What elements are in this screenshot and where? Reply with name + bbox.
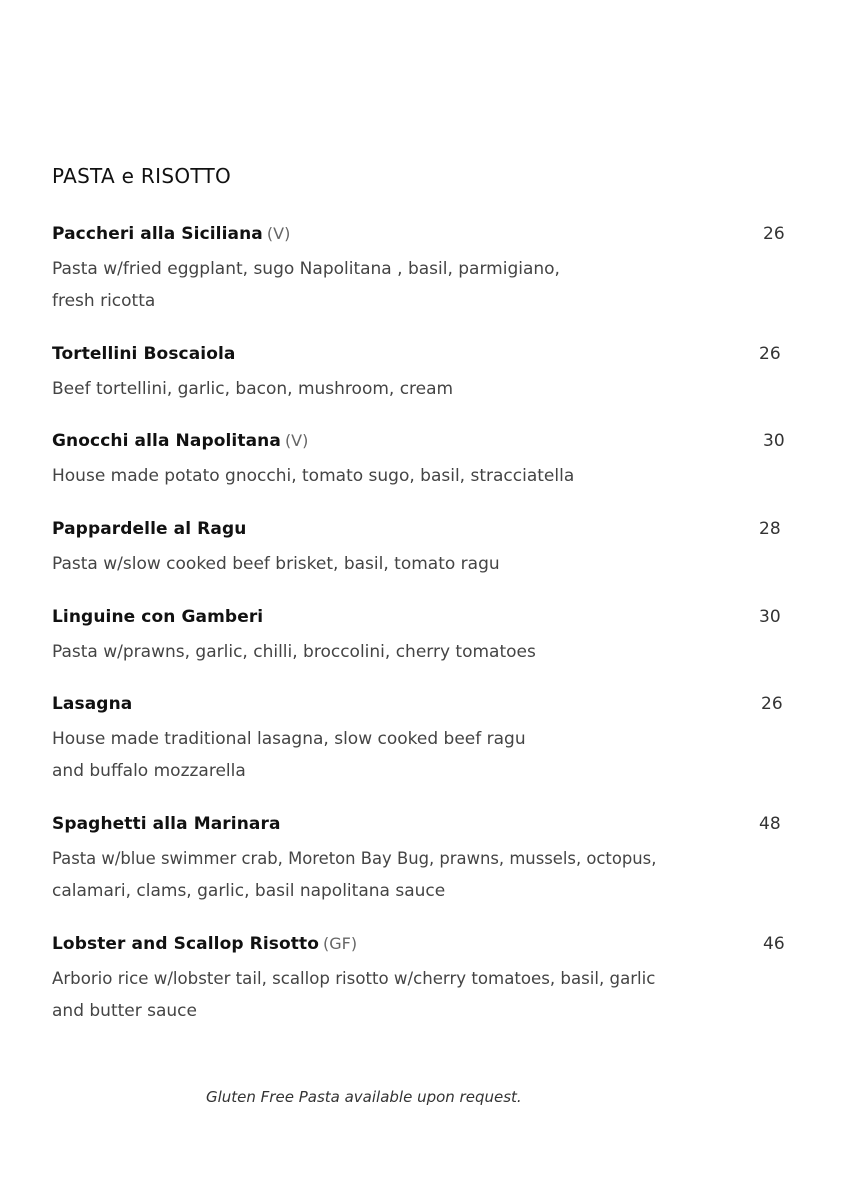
section-title: PASTA e RISOTTO xyxy=(52,164,232,188)
menu-item-name: Lobster and Scallop Risotto xyxy=(52,934,319,954)
menu-item-description xyxy=(52,460,792,492)
description-line: Pasta w/blue swimmer crab, Moreton Bay Bug, prawns, mussels, octopus, xyxy=(52,849,657,868)
menu-item-price: 26 xyxy=(761,694,783,714)
menu-item-name: Paccheri alla Siciliana xyxy=(52,224,263,244)
menu-item-header xyxy=(52,222,792,246)
menu-item-price: 26 xyxy=(763,224,785,244)
menu-item-description xyxy=(52,963,792,1027)
menu-item-spaghetti xyxy=(52,812,792,907)
menu-item-price: 48 xyxy=(759,814,781,834)
menu-item-header xyxy=(52,692,792,716)
description-line: Pasta w/prawns, garlic, chilli, broccolini, cherry tomatoes xyxy=(52,642,536,662)
menu-item-header xyxy=(52,517,792,541)
menu-item-name: Linguine con Gamberi xyxy=(52,607,264,627)
menu-item-description xyxy=(52,548,792,580)
menu-item-description xyxy=(52,253,792,317)
menu-item-header xyxy=(52,812,792,836)
menu-item-price: 30 xyxy=(759,607,781,627)
menu-item-name: Gnocchi alla Napolitana xyxy=(52,431,281,451)
description-line: fresh ricotta xyxy=(52,291,156,311)
description-line: Beef tortellini, garlic, bacon, mushroom, cream xyxy=(52,379,454,399)
menu-item-price: 30 xyxy=(763,431,785,451)
description-line: and buffalo mozzarella xyxy=(52,761,246,781)
menu-item-header xyxy=(52,932,792,956)
dietary-tag: (GF) xyxy=(322,934,358,953)
menu-item-name: Lasagna xyxy=(52,694,133,714)
description-line: calamari, clams, garlic, basil napolitana sauce xyxy=(52,881,446,901)
dietary-tag: (V) xyxy=(284,431,309,450)
menu-item-lasagna xyxy=(52,692,792,787)
dietary-tag: (V) xyxy=(266,224,291,243)
menu-item-name: Pappardelle al Ragu xyxy=(52,519,247,539)
menu-item-name: Spaghetti alla Marinara xyxy=(52,814,281,834)
description-line: House made potato gnocchi, tomato sugo, basil, stracciatella xyxy=(52,466,575,486)
menu-item-price: 28 xyxy=(759,519,781,539)
menu-item-linguine xyxy=(52,605,792,668)
menu-item-name: Tortellini Boscaiola xyxy=(52,344,236,364)
menu-item-description xyxy=(52,373,792,405)
menu-item-header xyxy=(52,342,792,366)
menu-item-price: 26 xyxy=(759,344,781,364)
menu-item-paccheri xyxy=(52,222,792,317)
description-line: House made traditional lasagna, slow cooked beef ragu xyxy=(52,729,526,749)
menu-item-description xyxy=(52,723,792,787)
menu-item-header xyxy=(52,605,792,629)
menu-item-pappardelle xyxy=(52,517,792,580)
description-line: Pasta w/slow cooked beef brisket, basil, tomato ragu xyxy=(52,554,500,574)
menu-item-gnocchi xyxy=(52,429,792,492)
menu-item-risotto xyxy=(52,932,792,1027)
menu-item-description xyxy=(52,636,792,668)
menu-item-description xyxy=(52,843,792,907)
menu-item-tortellini xyxy=(52,342,792,405)
description-line: and butter sauce xyxy=(52,1001,197,1021)
menu-item-price: 46 xyxy=(763,934,785,954)
description-line: Pasta w/fried eggplant, sugo Napolitana , basil, parmigiano, xyxy=(52,259,560,279)
menu-item-header xyxy=(52,429,792,453)
description-line: Arborio rice w/lobster tail, scallop risotto w/cherry tomatoes, basil, garlic xyxy=(52,969,656,988)
gluten-free-note: Gluten Free Pasta available upon request. xyxy=(206,1088,522,1106)
